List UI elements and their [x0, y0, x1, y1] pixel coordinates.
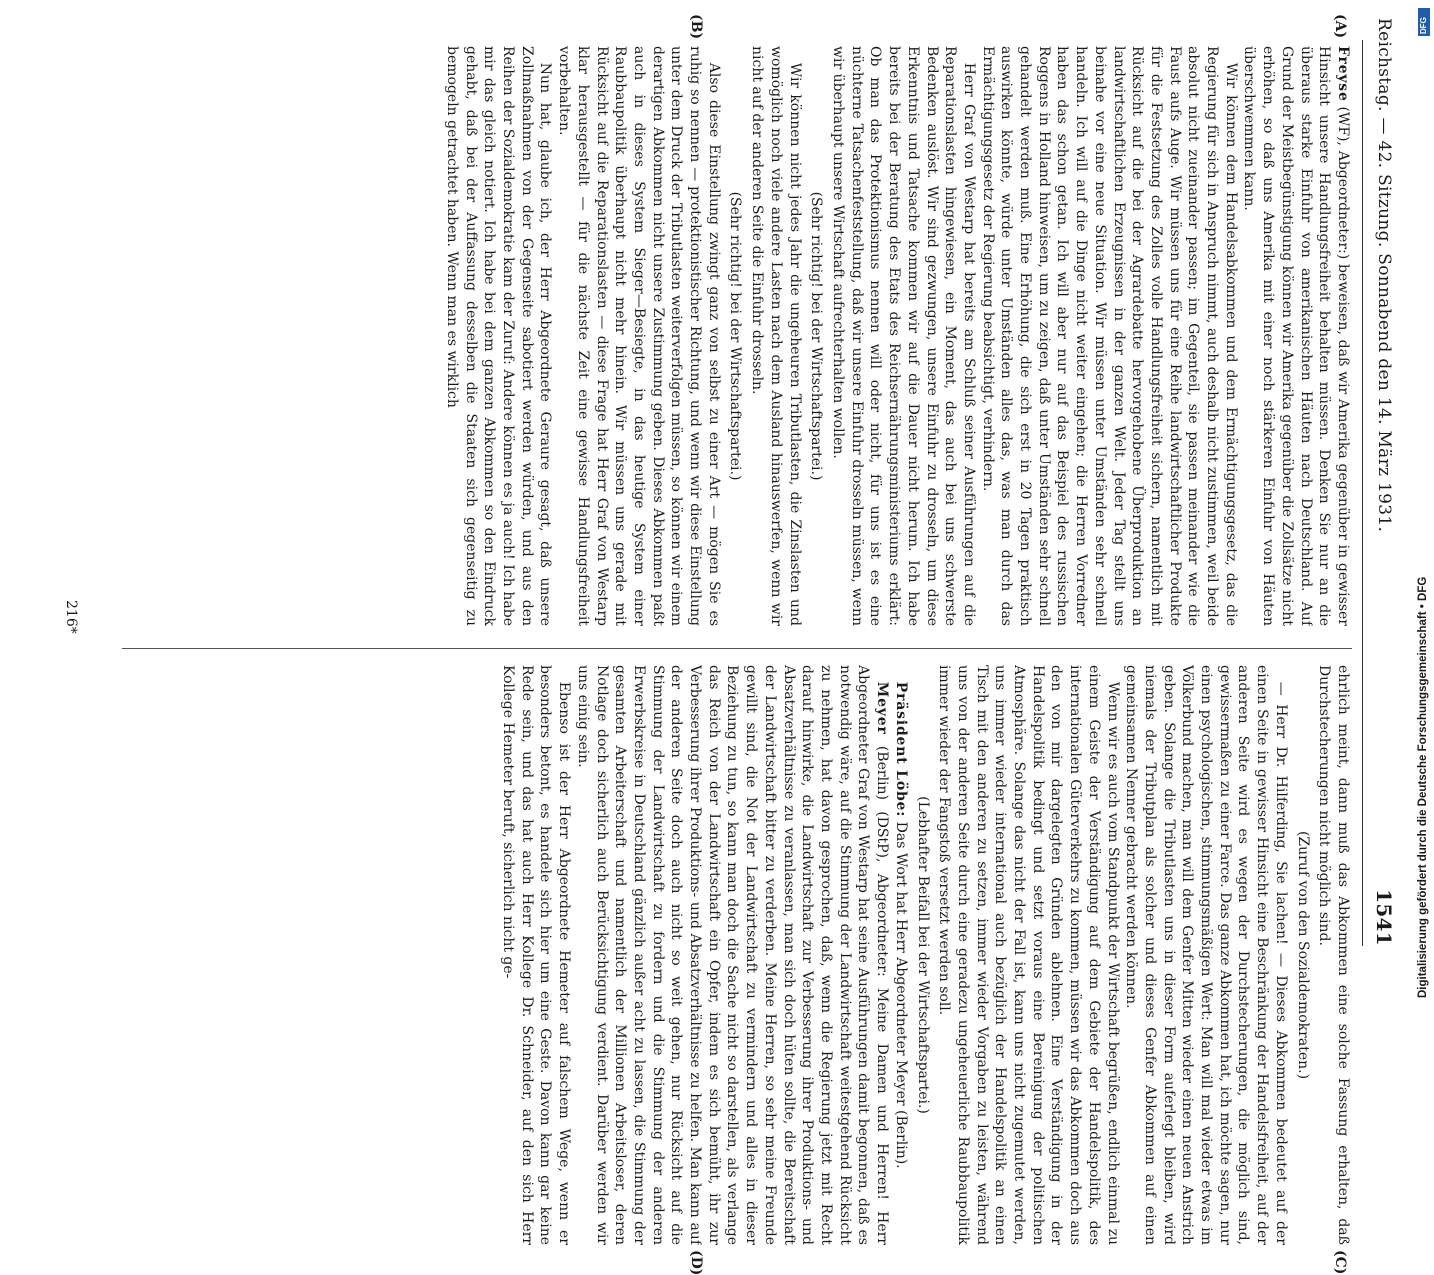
- right-para-6: Ebenso ist der Herr Abgeordnete Hemeter auf falschem Wege, wenn er besonders betont, es handele sich hier um eine Geste. Davon kann gar keine Rede sein, und das hat auch Herr Kollege Dr. Schneider, auf den sich Herr Kollege Hemeter beruft, sicherlich nicht ge-: [500, 665, 573, 1245]
- credit-text: Digitalisierung gefördert durch die Deutsche Forschungsgemeinschaft • DFG: [1417, 576, 1429, 998]
- left-para-5: Also diese Einstellung zwingt ganz von selbst zu einer Art — mögen Sie es ruhig so nennen — protektionistischer Richtung, und wenn wir diese Einstellung unter dem Druck der Tributlasten weiterverfolgen müssen, so können wir einem derartigen Abkommen nicht unsere Zustimmung geben. Dieses Abkommen paßt auch in dieses System Sieger—Besiegte, in das heutige System einer Raubbaupolitik überhaupt nicht mehr hinein. Wir müssen uns gerade mit Rücksicht auf die Reparationslasten — diese Frage hat Herr Graf von Westarp klar herausgestellt — für die nächste Zeit eine gewisse Handlungsfreiheit vorbehalten.: [556, 46, 722, 626]
- dfg-logo-icon: [1418, 8, 1430, 36]
- interjection: (Sehr richtig! bei der Wirtschaftspartei.): [727, 191, 744, 481]
- signature-mark: 216*: [63, 600, 79, 634]
- margin-marker-a: (A): [1332, 14, 1348, 39]
- right-para-1: ehrlich meint, dann muß das Abkommen eine solche Fassung erhalten, daß Durchstecherungen nicht möglich sind.: [1316, 665, 1351, 1245]
- right-para-5: Meyer (Berlin) (DStP), Abgeordneter: Meine Damen und Herren! Herr Abgeordneter Graf von Westarp hat seine Ausführungen damit begonnen, daß es notwendig wäre, auf die Stimmung der Landwirtschaft weitestgehend Rücksicht zu nehmen, hat davon gesprochen, daß, wenn die Regierung jetzt mit Recht darauf hinwirke, die Landwirtschaft zur Verbesserung ihrer Produktions- und Absatzverhältnisse zu veranlassen, man sich doch hüten sollte, die Bereitschaft der Landwirtschaft bitter zu verderben. Meine Herren, so sehr meine Freunde gewillt sind, die Not der Landwirtschaft zu vermindern und alles in dieser Beziehung zu tun, so kann man doch die Sache nicht so darstellen, als verlange das Reich von der Landwirtschaft ein Opfer, indem es sich bemüht, ihr zur Verbesserung ihrer Produktions- und Absatzverhältnisse zu helfen. Man kann auf der anderen Seite doch auch nicht so weit gehen, nur Rücksicht auf die Stimmung der Landwirtschaft zu fordern und die Stimmung der anderen Erwerbskreise in Deutschland gänzlich außer acht zu lassen, die Stimmung der gesamten Arbeiterschaft und namentlich der Millionen Arbeitsloser, deren Notlage doch sicherlich auch Berücksichtigung verdient. Darüber werden wir uns einig sein.: [574, 665, 891, 1245]
- right-para-4: Präsident Löbe: Das Wort hat Herr Abgeordneter Meyer (Berlin).: [892, 681, 909, 1169]
- interjection: (Lebhafter Beifall bei der Wirtschaftspartei.): [914, 796, 931, 1114]
- margin-marker-d: (D): [688, 1250, 704, 1275]
- left-column: [102, 46, 1352, 626]
- speaker-name: Freyse: [1335, 46, 1351, 102]
- speaker-name: Meyer: [874, 681, 891, 735]
- column-divider: [122, 648, 1352, 649]
- right-para-2: — Herr Dr. Hilferding, Sie lachen! — Dieses Abkommen bedeutet auf der einen Seite in gewisser Hinsicht eine Beschränkung der Handelsfreiheit, auf der anderen Seite wird es wegen der Durchstecherungen, die möglich sind, gewissermaßen zu einer Farce. Das ganze Abkommen hat, ich möchte sagen, nur einen psychologischen, stimmungsmäßigen Wert: Man will mal wieder etwas im Völkerbund machen, man will dem Genfer Mitten wieder einen neuen Anstrich geben. Solange die Tributlasten uns in dieser Form auferlegt bleiben, wird niemals der Tributplan als solcher und dieses Genfer Abkommen auf einen gemeinsamen Nenner gebracht werden können.: [1123, 665, 1289, 1245]
- speaker-tag: (WF), Abgeordneter:): [1335, 101, 1351, 260]
- right-para-3: Wenn wir es auch vom Standpunkt der Wirtschaft begrüßen, endlich einmal zu einem Geiste der Verständigung auf dem Gebiete der Handelspolitik, des internationalen Güterverkehrs zu kommen, müssen wir das Abkommen doch aus den von mir dargelegten Gründen ablehnen. Eine Verständigung in der Handelspolitik bedingt und setzt voraus eine Bereinigung der politischen Atmosphäre. Solange das nicht der Fall ist, kann uns nicht zugemutet werden, uns immer wieder international auch bezüglich der Handelspolitik an einen Tisch mit den anderen zu setzen, immer wieder Vorgaben zu leisten, während uns von der anderen Seite durch eine geradezu ungeheuerliche Raubbaupolitik immer wieder der Fangstoß versetzt werden soll.: [936, 665, 1121, 1245]
- left-para-4: Wir können nicht jedes Jahr die ungeheuren Tributlasten, die Zinslasten und womöglich noch viele andere Lasten nach dem Ausland hinauswerfen, wenn wir nicht auf der anderen Seite die Einfuhr drosseln.: [749, 46, 803, 626]
- margin-marker-c: (C): [1332, 1250, 1348, 1275]
- dfg-logo-text: DFG: [1419, 17, 1428, 34]
- page-number: 1541: [1372, 889, 1396, 946]
- margin-marker-b: (B): [688, 14, 704, 40]
- left-para-2: Wir können dem Handelsabkommen und dem Ermächtigungsgesetz, das die Regierung für sich in Anspruch nimmt, auch deshalb nicht zustimmen, weil beide absolut nicht zueinander passen; im Gegenteil, sie passen meinander wie die Faust aufs Auge. Wir müssen uns für eine Reihe landwirtschaftlicher Produkte für die Festsetzung des Zolles volle Handlungsfreiheit sichern, namentlich mit Rücksicht auf die bei der Agrardebatte hervorgehobene Überproduktion an landwirtschaftlichen Erzeugnissen in der ganzen Welt. Jeder Tag stellt uns beinahe vor eine neue Situation. Wir müssen unter Umständen sehr schnell handeln. Ich will auf die Dinge nicht weiter eingehen; die Herren Vorredner haben das schon getan. Ich will aber nur auf das Beispiel des russischen Roggens in Holland hinweisen, um zu zeigen, daß unter Umständen sehr schnell gehandelt werden muß. Eine Erhöhung, die sich erst in 20 Tagen praktisch auswirken könnte, würde unter Umständen alles das, was man durch das Ermächtigungsgesetz der Regierung beabsichtigt, verhindern.: [979, 46, 1239, 626]
- running-header: Reichstag. — 42. Sitzung. Sonnabend den 14. März 1931.: [1374, 18, 1394, 533]
- left-para-1: Freyse (WF), Abgeordneter:) beweisen, daß wir Amerika gegenüber in gewisser Hinsicht unsere Handlungsfreiheit behalten müssen. Denken Sie nur an die überaus starke Einfuhr von amerikanischen Häuten nach Deutschland. Auf Grund der Meistbegünstigung können wir Amerika gegenüber die Zollsätze nicht erhöhen, so daß uns Amerika mit einer noch stärkeren Einfuhr von Häuten überschwemmen kann.: [1241, 46, 1351, 626]
- digitization-credit: [1414, 8, 1432, 998]
- interjection: (Sehr richtig! bei der Wirtschaftspartei.): [808, 191, 825, 481]
- interjection: (Zuruf von den Sozialdemokraten.): [1294, 830, 1311, 1080]
- rotated-page: [34, 0, 1404, 1275]
- right-column: [102, 665, 1352, 1245]
- speaker-name: Präsident Löbe:: [892, 681, 909, 818]
- left-para-6: Nun hat, glaube ich, der Herr Abgeordnete Geraure gesagt, daß unsere Zollmaßnahmen von der Gegenseite sabotiert werden würden, und aus den Reihen der Sozialdemokratie kam der Zuruf: Andere können es ja auch! Ich habe mir das gleich notiert. Ich habe bei dem ganzen Abkommen so den Eindruck gehabt, daß bei der Auffassung desselben die Staaten sich gegenseitig zu bemogeln getrachtet haben. Wenn man es wirklich: [443, 46, 554, 626]
- header-rule: [1362, 40, 1363, 946]
- left-para-3: Herr Graf von Westarp hat bereits am Schluß seiner Ausführungen auf die Reparationslasten hingewiesen, ein Moment, das auch bei uns schwerste Bedenken auslöst. Wir sind gezwungen, unsere Einfuhr zu drosseln, um diese Erkenntnis und Tatsache kommen wir auf die Dauer nicht herum. Ich habe bereits bei der Beratung des Etats des Reichsernährungsministeriums erklärt: Ob man das Protektionismus nennen will oder nicht, für uns ist es eine nüchterne Tatsachenfeststellung, daß wir unsere Einfuhr drosseln müssen, wenn wir überhaupt unsere Wirtschaft aufrechterhalten wollen.: [830, 46, 977, 626]
